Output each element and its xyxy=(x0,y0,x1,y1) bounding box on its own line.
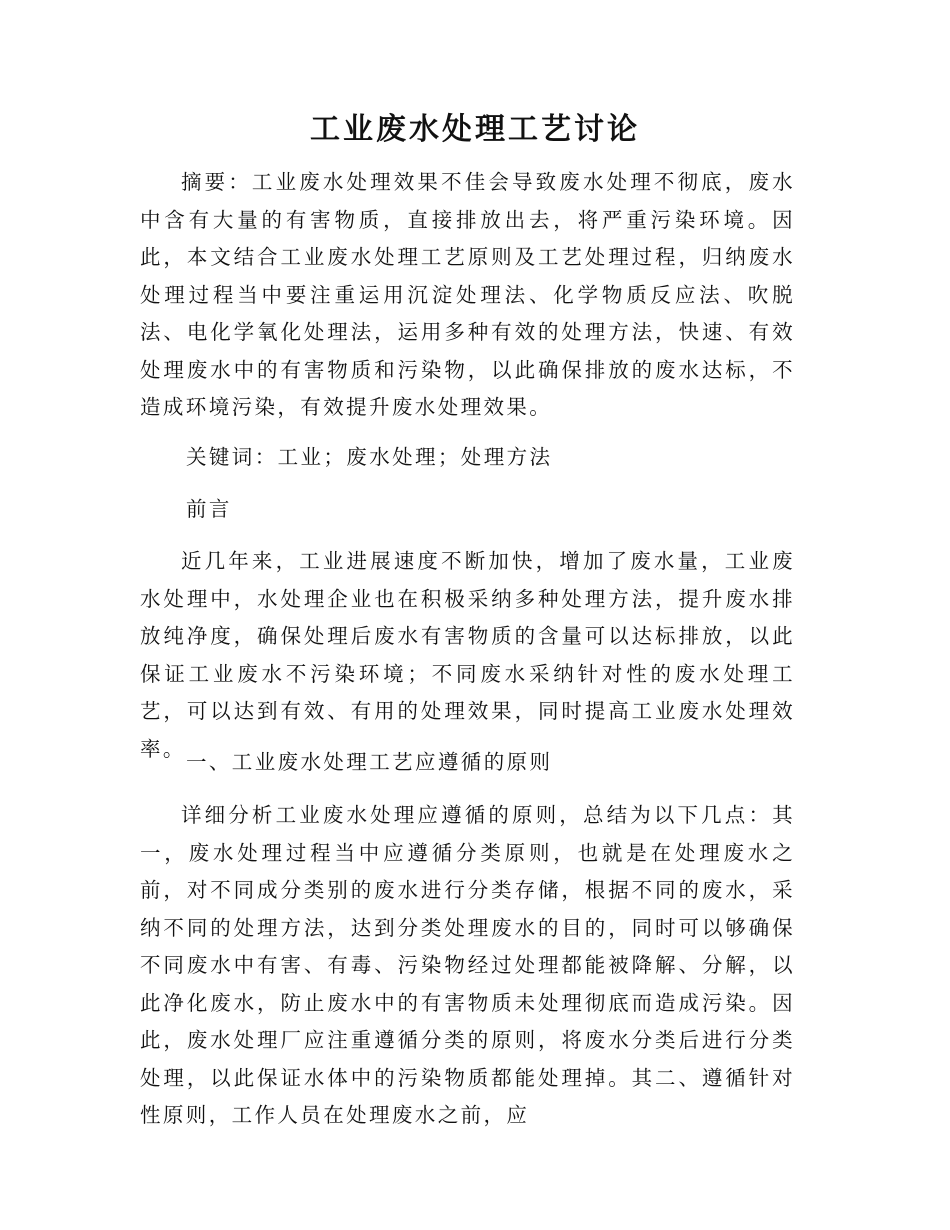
section-1-heading: 一、工业废水处理工艺应遵循的原则 xyxy=(186,750,553,774)
document-title: 工业废水处理工艺讨论 xyxy=(310,112,640,147)
section-1-paragraph: 详细分析工业废水处理应遵循的原则，总结为以下几点：其一，废水处理过程当中应遵循分类原则，也就是在处理废水之前，对不同成分类别的废水进行分类存储，根据不同的废水，采纳不同的处理方法，达到分类处理废水的目的，同时可以够确保不同废水中有害、有毒、污染物经过处理都能被降解、分解，以此净化废水，防止废水中的有害物质未处理彻底而造成污染。因此，废水处理厂应注重遵循分类的原则，将废水分类后进行分类处理，以此保证水体中的污染物质都能处理掉。其二、遵循针对性原则，工作人员在处理废水之前，应 xyxy=(140,803,795,1127)
preface-heading: 前言 xyxy=(186,497,232,521)
keywords-line: 关键词：工业；废水处理；处理方法 xyxy=(186,445,553,469)
abstract-paragraph: 摘要：工业废水处理效果不佳会导致废水处理不彻底，废水中含有大量的有害物质，直接排放出去，将严重污染环境。因此，本文结合工业废水处理工艺原则及工艺处理过程，归纳废水处理过程当中要注重运用沉淀处理法、化学物质反应法、吹脱法、电化学氧化处理法，运用多种有效的处理方法，快速、有效处理废水中的有害物质和污染物，以此确保排放的废水达标，不造成环境污染，有效提升废水处理效果。 xyxy=(140,170,795,419)
preface-paragraph: 近几年来，工业进展速度不断加快，增加了废水量，工业废水处理中，水处理企业也在积极采纳多种处理方法，提升废水排放纯净度，确保处理后废水有害物质的含量可以达标排放，以此保证工业废水不污染环境；不同废水采纳针对性的废水处理工艺，可以达到有效、有用的处理效果，同时提高工业废水处理效率。 xyxy=(140,549,795,761)
